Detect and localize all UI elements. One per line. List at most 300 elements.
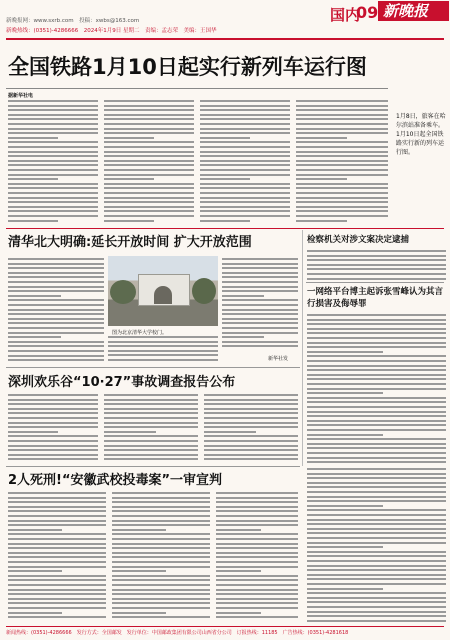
a1-text-line	[8, 192, 98, 194]
a1-text-line	[104, 174, 194, 176]
a4-text-line	[307, 434, 383, 436]
a6-text-line	[216, 515, 298, 517]
a1-text-line	[200, 174, 290, 176]
a2-text-line	[222, 327, 298, 329]
a6-text-line	[112, 506, 210, 508]
a2-text-line	[222, 345, 298, 347]
a1-text-line	[104, 206, 194, 208]
a1-text-line	[200, 146, 290, 148]
a6-text-line	[112, 520, 210, 522]
section-label: 国内	[330, 6, 361, 24]
a3-text-line	[307, 268, 446, 270]
paper-name: 新晚报	[378, 1, 449, 21]
a5-text-line	[8, 417, 98, 419]
a4-text-line	[307, 452, 446, 454]
a1-text-line	[104, 114, 194, 116]
a6-text-line	[8, 492, 106, 494]
a2-text-line	[8, 350, 104, 352]
a5-text-line	[8, 412, 98, 414]
a2-text-line	[222, 332, 298, 334]
a1-text-line	[8, 178, 58, 180]
a2-text-line	[222, 276, 298, 278]
a6-text-line	[216, 520, 298, 522]
a6-text-line	[112, 538, 210, 540]
a1-text-line	[8, 215, 98, 217]
a6-text-line	[307, 532, 446, 534]
a4-text-line	[307, 420, 446, 422]
a6-text-line	[307, 486, 446, 488]
masthead-line2: 新晚报网：www.sxrb.com 投稿：xwbs@163.com	[6, 18, 140, 24]
a4-text-line	[307, 323, 446, 325]
a6-text-line	[307, 528, 446, 530]
a1-text-line	[200, 118, 290, 120]
a6-text-line	[307, 592, 446, 594]
headline-tsinghua-pku: 清华北大明确:延长开放时间 扩大开放范围	[8, 235, 252, 250]
a2-text-line	[222, 281, 298, 283]
a2-text-line	[8, 313, 104, 315]
a6-text-line	[112, 566, 210, 568]
a5-text-line	[8, 435, 98, 437]
a6-text-line	[8, 538, 106, 540]
a1-text-line	[296, 146, 388, 148]
a6-text-line	[307, 565, 446, 567]
a6-text-line	[307, 468, 446, 470]
a2-bottom-rule	[6, 367, 300, 368]
a1-text-line	[200, 100, 290, 102]
a2-text-line	[222, 309, 298, 311]
a1-text-line	[200, 105, 290, 107]
a2-text-line	[222, 341, 298, 343]
a2-text-line	[222, 290, 298, 292]
a6-text-line	[8, 506, 106, 508]
headline-anhui-poisoning: 2人死刑!“安徽武校投毒案”一审宣判	[8, 473, 223, 488]
a6-text-line	[112, 533, 210, 535]
a2-text-line	[8, 355, 104, 357]
a5-text-line	[204, 449, 298, 451]
a1-text-line	[296, 100, 388, 102]
masthead	[0, 0, 450, 38]
a5-text-line	[104, 426, 198, 428]
campus-photo	[108, 256, 218, 326]
a5-text-line	[8, 458, 98, 460]
a1-text-line	[104, 146, 194, 148]
a6-text-line	[307, 574, 446, 576]
a1-text-line	[200, 137, 250, 139]
a6-text-line	[112, 616, 210, 618]
a6-text-line	[112, 589, 210, 591]
a1-text-line	[296, 118, 388, 120]
a5-text-line	[104, 417, 198, 419]
a6-text-line	[307, 583, 446, 585]
headline-platform-blogger: 一网络平台博主起诉张雪峰认为其言行损害及侮辱罪	[307, 287, 444, 309]
a4-text-line	[307, 346, 446, 348]
a5-text-line	[104, 403, 198, 405]
a6-text-line	[112, 552, 210, 554]
a2-text-line	[8, 263, 104, 265]
masthead-line1: 新晚热线：(0351)-4286666 2024年1月9日 星期二 责编：孟志荣 美编：王国华	[6, 28, 217, 34]
a4-text-line	[307, 314, 446, 316]
a2-text-line	[8, 336, 61, 338]
a1-text-line	[104, 215, 194, 217]
a3-text-line	[307, 250, 446, 252]
a4-text-line	[307, 411, 446, 413]
a1-text-line	[296, 114, 388, 116]
a1-text-line	[200, 183, 290, 185]
a6-text-line	[8, 547, 106, 549]
a1-text-line	[296, 210, 388, 212]
a2-text-line	[222, 258, 298, 260]
a1-text-line	[104, 151, 194, 153]
a5-text-line	[104, 445, 198, 447]
a6-text-line	[216, 506, 298, 508]
a1-text-line	[104, 187, 194, 189]
a1-text-line	[104, 183, 194, 185]
a1-text-line	[8, 123, 98, 125]
a2-text-line	[8, 304, 104, 306]
a5-text-line	[204, 412, 298, 414]
a6-text-line	[112, 575, 210, 577]
a1-text-line	[104, 132, 194, 134]
a6-text-line	[216, 575, 298, 577]
a6-text-line	[307, 505, 383, 507]
a6-text-line	[112, 515, 210, 517]
a1-text-line	[8, 128, 98, 130]
a4-text-line	[307, 406, 446, 408]
a3-text-line	[307, 255, 446, 257]
a6-text-line	[307, 491, 446, 493]
a2-text-line	[8, 295, 61, 297]
a2-text-line	[8, 281, 104, 283]
a5-text-line	[104, 408, 198, 410]
a2-text-line	[108, 336, 218, 338]
a6-text-line	[8, 616, 106, 618]
a1-text-line	[104, 169, 194, 171]
a5-text-line	[104, 399, 198, 401]
a5-text-line	[8, 431, 58, 433]
a6-text-line	[307, 615, 446, 617]
a6-text-line	[216, 616, 298, 618]
a1-text-line	[104, 164, 194, 166]
a2-text-line	[8, 345, 104, 347]
a3-rule	[306, 282, 444, 283]
a1-text-line	[104, 105, 194, 107]
a6-text-line	[112, 556, 210, 558]
a2-text-line	[8, 258, 104, 260]
a6-text-line	[216, 607, 298, 609]
a1-text-line	[8, 100, 98, 102]
a4-text-line	[307, 388, 446, 390]
a5-text-line	[8, 440, 98, 442]
a5-text-line	[104, 422, 198, 424]
a1-text-line	[296, 187, 388, 189]
a2-text-line	[108, 350, 218, 352]
a1-text-line	[296, 197, 388, 199]
a3-text-line	[307, 259, 446, 261]
gate-arch	[154, 286, 172, 304]
headline-happy-valley: 深圳欢乐谷“10·27”事故调查报告公布	[8, 375, 236, 390]
a6-text-line	[307, 578, 446, 580]
a5-text-line	[204, 435, 298, 437]
a1-text-line	[104, 160, 194, 162]
a6-text-line	[216, 501, 298, 503]
a6-text-line	[216, 598, 298, 600]
a6-text-line	[216, 612, 261, 614]
a5-text-line	[204, 426, 298, 428]
trees-left	[110, 280, 136, 304]
a1-text-line	[200, 155, 290, 157]
a1-text-line	[104, 141, 194, 143]
a2-text-line	[222, 295, 264, 297]
trees-right	[192, 278, 216, 304]
a1-text-line	[104, 128, 194, 130]
a6-text-line	[216, 497, 298, 499]
a6-text-line	[112, 529, 166, 531]
a6-text-line	[112, 612, 166, 614]
masthead-rule	[6, 38, 444, 40]
a2-text-line	[8, 332, 104, 334]
a1-text-line	[296, 123, 388, 125]
right-column-divider	[302, 230, 303, 466]
a6-text-line	[8, 533, 106, 535]
a1-text-line	[104, 155, 194, 157]
a2-text-line	[222, 299, 298, 301]
a6-text-line	[307, 588, 383, 590]
a4-text-line	[307, 319, 446, 321]
a6-text-line	[216, 538, 298, 540]
a5-text-line	[8, 445, 98, 447]
a5-text-line	[204, 440, 298, 442]
a6-text-line	[307, 482, 446, 484]
a6-text-line	[8, 584, 106, 586]
a2-text-line	[108, 354, 218, 356]
a1-text-line	[8, 141, 98, 143]
a6-text-line	[307, 606, 446, 608]
a1-text-line	[296, 105, 388, 107]
a1-text-line	[296, 183, 388, 185]
a1-text-line	[104, 137, 154, 139]
a1-text-line	[296, 201, 388, 203]
a1-dateline: 据新华社电	[8, 93, 34, 99]
a1-rule	[6, 88, 388, 89]
a6-text-line	[216, 524, 298, 526]
a6-text-line	[216, 556, 298, 558]
a1-text-line	[200, 151, 290, 153]
a6-text-line	[307, 601, 446, 603]
a6-text-line	[216, 529, 261, 531]
a5-bottom-rule	[6, 466, 300, 467]
a1-text-line	[104, 197, 194, 199]
a2-text-line	[8, 322, 104, 324]
a1-text-line	[8, 118, 98, 120]
a6-text-line	[8, 561, 106, 563]
a1-text-line	[296, 141, 388, 143]
a1-text-line	[104, 118, 194, 120]
a4-text-line	[307, 457, 446, 459]
a4-text-line	[307, 383, 446, 385]
a5-text-line	[204, 454, 298, 456]
footer-rule	[6, 626, 444, 627]
a5-text-line	[8, 454, 98, 456]
a6-text-line	[8, 579, 106, 581]
a4-text-line	[307, 355, 446, 357]
a1-text-line	[8, 132, 98, 134]
a1-text-line	[296, 169, 388, 171]
a6-text-line	[307, 551, 446, 553]
a1-text-line	[200, 197, 290, 199]
a6-text-line	[112, 547, 210, 549]
a5-text-line	[104, 412, 198, 414]
a1-text-line	[104, 109, 194, 111]
a4-text-line	[307, 438, 446, 440]
a1-text-line	[200, 220, 250, 222]
a5-text-line	[104, 440, 198, 442]
a2-text-line	[222, 318, 298, 320]
a6-text-line	[112, 607, 210, 609]
a6-text-line	[112, 584, 210, 586]
a6-text-line	[112, 497, 210, 499]
a1-bottom-rule	[6, 228, 444, 229]
a6-text-line	[8, 612, 62, 614]
a6-text-line	[307, 477, 446, 479]
a5-text-line	[204, 445, 298, 447]
a2-text-line	[108, 341, 218, 343]
a6-text-line	[8, 566, 106, 568]
a1-text-line	[200, 141, 290, 143]
a6-text-line	[307, 523, 446, 525]
a2-text-line	[222, 322, 298, 324]
a4-text-line	[307, 351, 383, 353]
a1-text-line	[8, 206, 98, 208]
a1-text-line	[296, 137, 347, 139]
a1-photo-caption: 1月8日，旅客在哈尔滨站准备乘车。1月10日起全国铁路实行新的列车运行图。	[396, 113, 446, 156]
a1-text-line	[8, 105, 98, 107]
a4-text-line	[307, 332, 446, 334]
a6-text-line	[307, 546, 383, 548]
a1-text-line	[200, 206, 290, 208]
a1-text-line	[8, 174, 98, 176]
a1-text-line	[296, 151, 388, 153]
a6-text-line	[8, 598, 106, 600]
a2-text-line	[8, 359, 104, 361]
a4-text-line	[307, 443, 446, 445]
a1-text-line	[104, 210, 194, 212]
a2-text-line	[222, 304, 298, 306]
a2-text-line	[222, 263, 298, 265]
a1-text-line	[8, 146, 98, 148]
a2-photo-caption: 图为北京清华大学校门。	[112, 330, 168, 336]
a6-text-line	[307, 496, 446, 498]
a1-text-line	[200, 160, 290, 162]
a5-text-line	[204, 403, 298, 405]
a2-text-line	[222, 336, 264, 338]
a6-text-line	[216, 584, 298, 586]
a5-text-line	[204, 458, 298, 460]
a5-text-line	[104, 435, 198, 437]
a1-text-line	[296, 164, 388, 166]
a6-text-line	[8, 520, 106, 522]
a1-text-line	[200, 201, 290, 203]
a1-text-line	[296, 192, 388, 194]
a6-text-line	[307, 560, 446, 562]
a6-text-line	[8, 524, 106, 526]
a1-text-line	[200, 109, 290, 111]
a1-text-line	[104, 192, 194, 194]
a2-text-line	[108, 359, 218, 361]
headline-prosecutor: 检察机关对涉文案决定逮捕	[307, 235, 410, 245]
a6-text-line	[307, 509, 446, 511]
a1-text-line	[8, 109, 98, 111]
a4-text-line	[307, 369, 446, 371]
a2-credit: 新华社发	[268, 356, 289, 362]
a4-text-line	[307, 401, 446, 403]
a4-text-line	[307, 328, 446, 330]
a1-text-line	[8, 164, 98, 166]
a4-text-line	[307, 415, 446, 417]
a5-text-line	[8, 449, 98, 451]
a6-text-line	[112, 510, 210, 512]
a4-text-line	[307, 374, 446, 376]
a6-text-line	[8, 497, 106, 499]
a6-text-line	[8, 556, 106, 558]
a6-text-line	[307, 611, 446, 613]
a6-text-line	[8, 607, 106, 609]
footer-info: 新闻热线：(0351)-4286666 发行方式：全国邮发 发行单位：中国邮政集团有限公司山西省分公司 订报热线：11185 广告热线：(0351)-4281618	[6, 630, 349, 636]
a5-text-line	[204, 399, 298, 401]
a5-text-line	[104, 454, 198, 456]
a5-text-line	[8, 422, 98, 424]
a1-text-line	[296, 155, 388, 157]
a6-text-line	[8, 575, 106, 577]
a1-text-line	[296, 128, 388, 130]
a5-text-line	[104, 458, 198, 460]
a4-text-line	[307, 392, 383, 394]
a6-text-line	[216, 543, 298, 545]
a6-text-line	[216, 561, 298, 563]
a1-text-line	[200, 169, 290, 171]
a5-text-line	[8, 394, 98, 396]
a1-text-line	[200, 164, 290, 166]
a1-text-line	[200, 114, 290, 116]
a1-text-line	[200, 178, 250, 180]
a1-text-line	[8, 114, 98, 116]
a1-text-line	[8, 197, 98, 199]
a6-text-line	[307, 620, 446, 622]
a6-text-line	[216, 552, 298, 554]
a6-text-line	[112, 543, 210, 545]
a1-text-line	[200, 187, 290, 189]
a1-text-line	[296, 206, 388, 208]
a6-text-line	[307, 514, 446, 516]
a1-text-line	[296, 178, 347, 180]
a6-text-line	[307, 473, 446, 475]
a3-text-line	[307, 278, 446, 280]
a6-text-line	[8, 602, 106, 604]
a6-text-line	[216, 593, 298, 595]
a5-text-line	[8, 426, 98, 428]
a2-text-line	[222, 272, 298, 274]
a6-text-line	[216, 533, 298, 535]
a6-text-line	[8, 515, 106, 517]
a6-text-line	[216, 492, 298, 494]
a1-text-line	[104, 100, 194, 102]
a1-text-line	[8, 187, 98, 189]
a2-text-line	[108, 345, 218, 347]
a6-text-line	[8, 552, 106, 554]
a5-text-line	[204, 422, 298, 424]
a5-text-line	[204, 417, 298, 419]
a6-text-line	[112, 570, 166, 572]
a4-text-line	[307, 342, 446, 344]
